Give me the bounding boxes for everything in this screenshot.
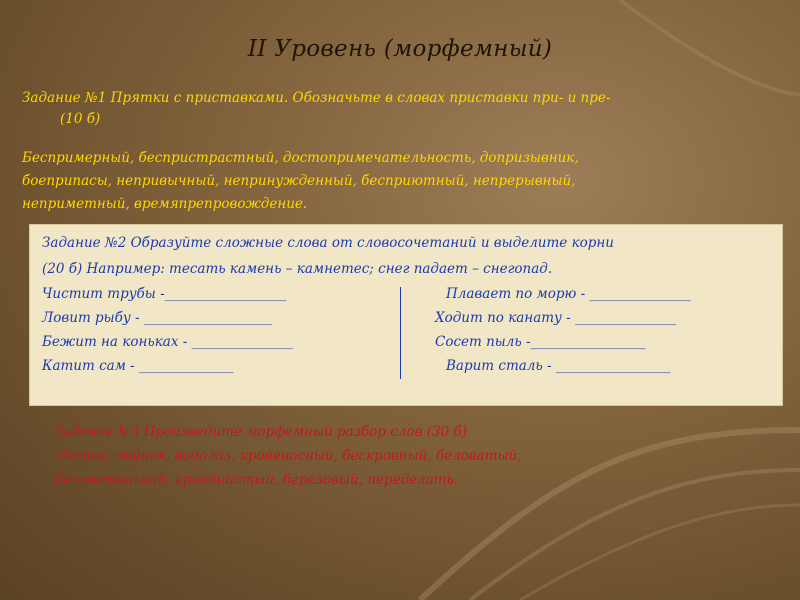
task2-left-item: Катит сам - ______________ (42, 358, 234, 374)
task3-title: Задание №3 Произведите морфемный разбор слов (30 б) (55, 424, 467, 440)
task2-right-item: Плавает по морю - _______________ (446, 286, 691, 302)
task1-words (22, 147, 782, 216)
task2-left-item: Чистит трубы -__________________ (42, 286, 287, 302)
column-divider (400, 287, 401, 379)
task2-right-item: Сосет пыль -_________________ (435, 334, 646, 350)
task3-words-line: беловатенький, кровянистый, березовый, переделать. (55, 472, 459, 488)
task2-left-item: Бежит на коньках - _______________ (42, 334, 293, 350)
task3-block (55, 420, 755, 492)
task2-left-item: Ловит рыбу - ___________________ (42, 310, 273, 326)
task1-points: (10 б) (60, 111, 101, 127)
page-title: II Уровень (морфемный) (247, 36, 553, 62)
task2-right-item: Варит сталь - _________________ (446, 358, 671, 374)
task2-box (29, 224, 783, 406)
task1-words-line: боеприпасы, непривычный, непринужденный, бесприютный, непрерывный, (22, 173, 576, 189)
task1-header (22, 88, 782, 130)
task1-title: Задание №1 Прятки с приставками. Обозначьте в словах приставки при- и пре- (22, 90, 611, 106)
task1-words-line: неприметный, времяпрепровождение. (22, 196, 308, 212)
task2-right-item: Ходит по канату - _______________ (435, 310, 677, 326)
task2-title: Задание №2 Образуйте сложные слова от словосочетаний и выделите корни (42, 235, 614, 251)
task1-words-line: Беспримерный, беспристрастный, достопримечательность, допризывник, (22, 150, 579, 166)
task2-example: (20 б) Например: тесать камень – камнетес; снег падает – снегопад. (42, 261, 553, 277)
task3-words-line: Лесник, опёнок, водолаз, кровеносный, бескровный, беловатый, (55, 448, 522, 464)
